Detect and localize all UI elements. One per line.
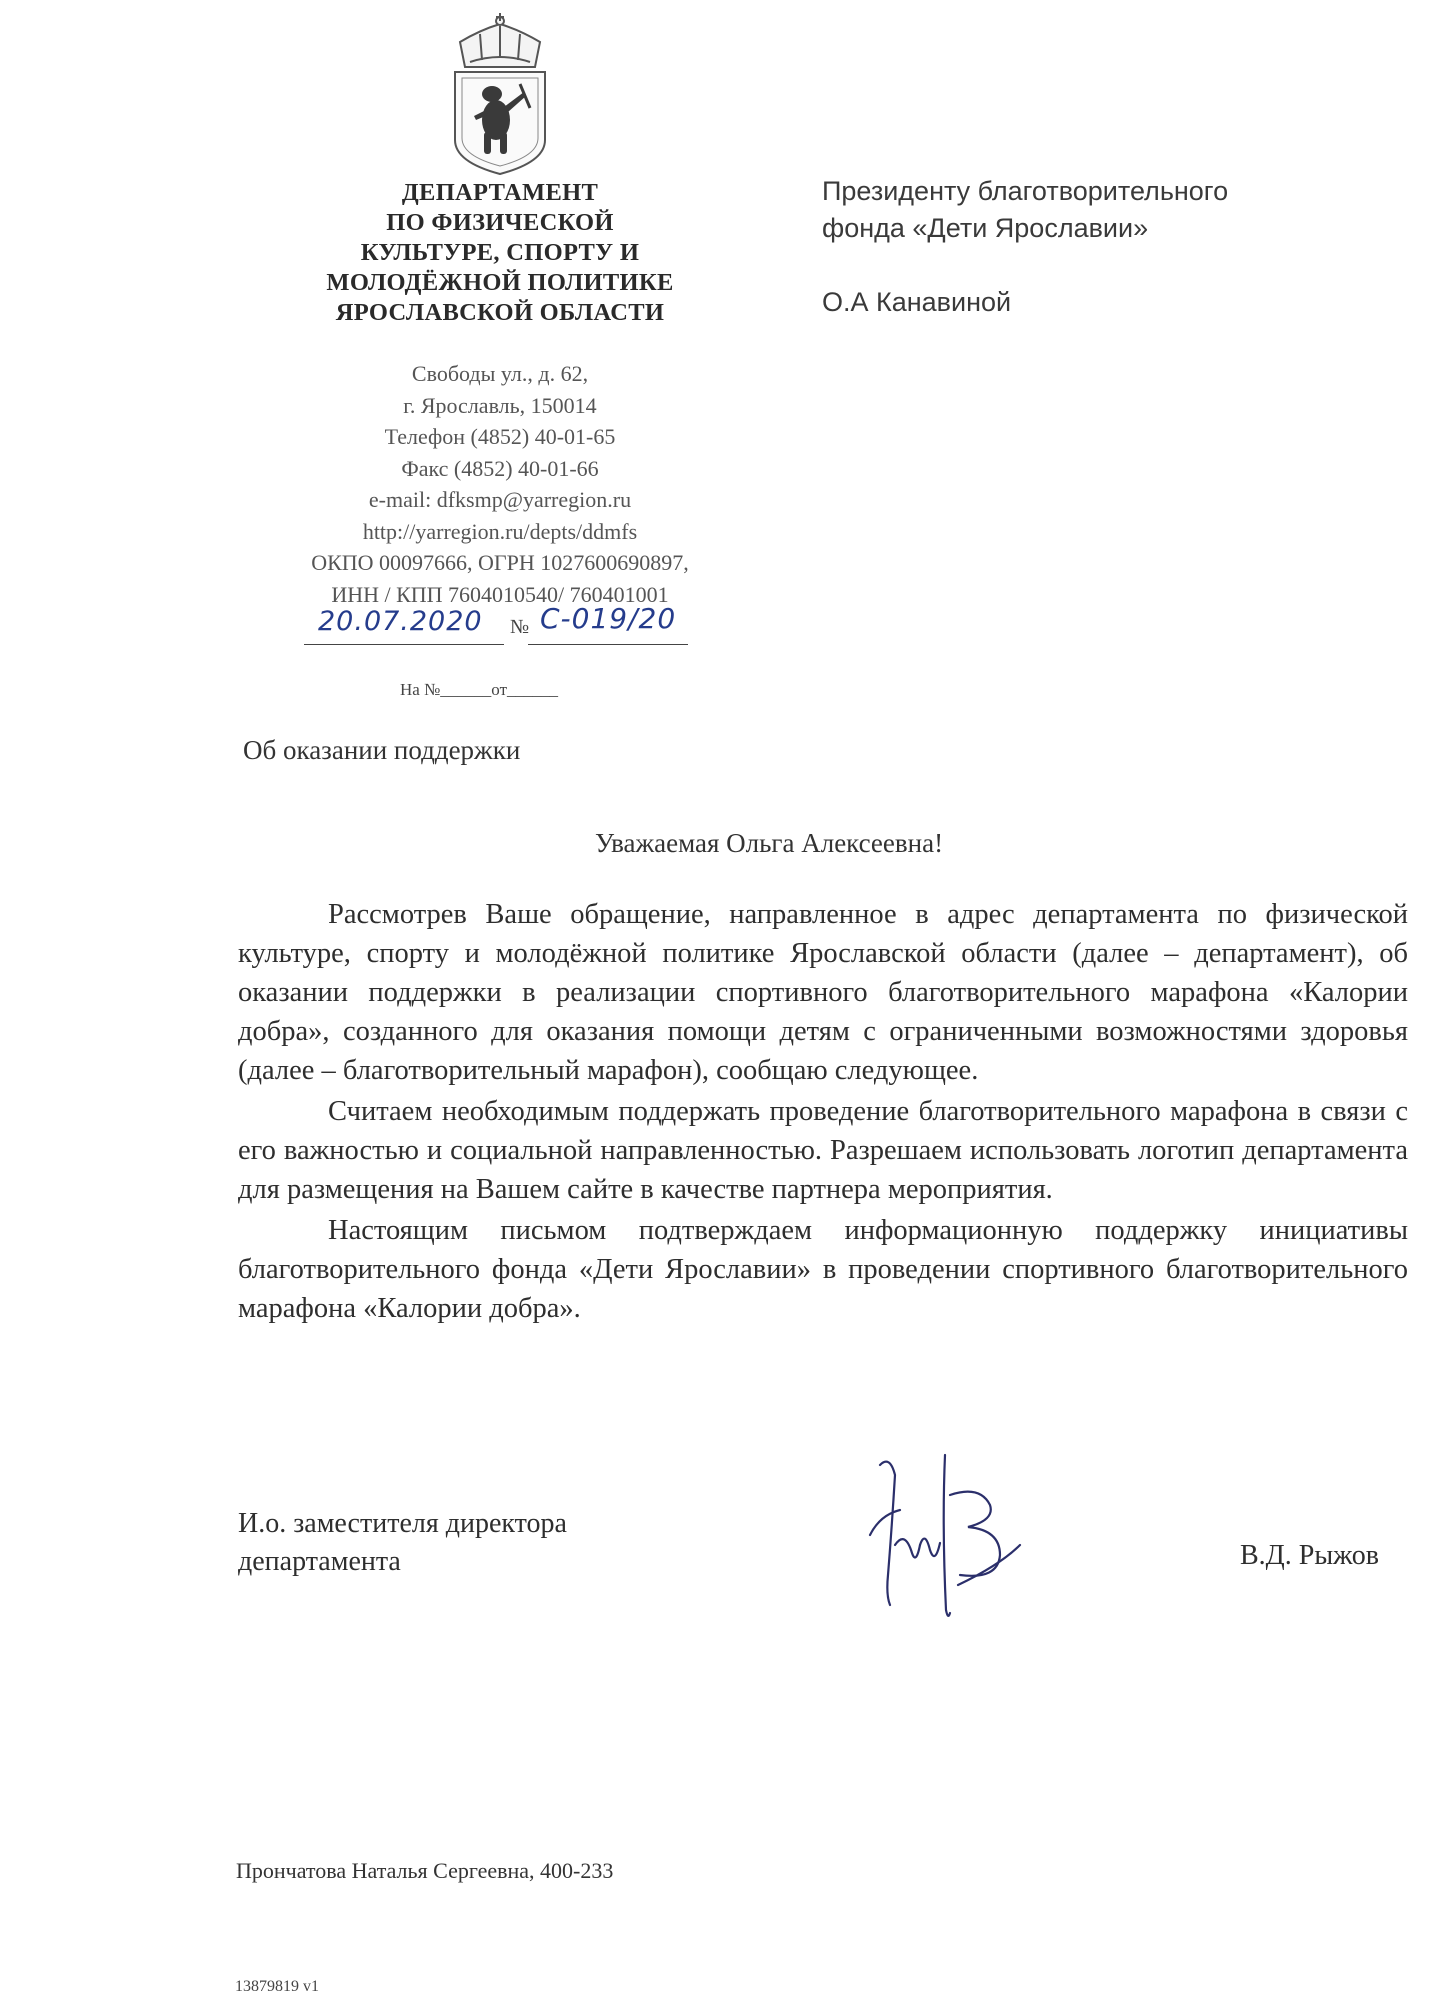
registration-line — [300, 602, 720, 654]
signatory-title-line: И.о. заместителя директора — [238, 1508, 567, 1539]
department-line: ДЕПАРТАМЕНТ — [401, 179, 599, 206]
number-underline — [528, 644, 688, 645]
executor-info: Прончатова Наталья Сергеевна, 400-233 — [236, 1858, 614, 1883]
document-id: 13879819 v1 — [235, 1978, 319, 1995]
fax: Факс (4852) 40-01-66 — [401, 455, 599, 481]
recipient-line: Президенту благотворительного — [822, 176, 1229, 206]
address-street: Свободы ул., д. 62, — [411, 361, 589, 386]
letter-body — [238, 895, 1408, 1330]
handwritten-signature — [850, 1435, 1030, 1625]
department-line: МОЛОДЁЖНОЙ ПОЛИТИКЕ — [326, 269, 674, 296]
spacer — [822, 247, 1228, 284]
website: http://yarregion.ru/depts/ddmfs — [362, 518, 638, 544]
signatory-title — [238, 1505, 567, 1581]
signatory-name: В.Д. Рыжов — [1240, 1540, 1380, 1571]
number-label: № — [510, 616, 530, 638]
department-line: КУЛЬТУРЕ, СПОРТУ И — [360, 239, 640, 266]
body-paragraph: Считаем необходимым поддержать проведение благотворительного марафона в связи с его важностью и социальной направленностью. Разрешаем использовать логотип департамента для размещения на Вашем сайте в качестве партнера мероприятия. — [238, 1096, 1408, 1205]
letter-greeting: Уважаемая Ольга Алексеевна! — [595, 828, 944, 858]
recipient-line: фонда «Дети Ярославии» — [822, 213, 1149, 243]
signatory-title-line: департамента — [238, 1546, 401, 1577]
body-paragraph: Рассмотрев Ваше обращение, направленное в адрес департамента по физической культуре, спорту и молодёжной политике Ярославской области (далее – департамент), об оказании поддержки в реализации спортивного благотворительного марафона «Калории добра», созданного для оказания помощи детям с ограниченными возможностями здоровья (далее – благотворительный марафон), сообщаю следующее. — [238, 899, 1408, 1086]
department-line: ПО ФИЗИЧЕСКОЙ — [386, 209, 614, 236]
date-underline — [304, 644, 504, 645]
letter-subject: Об оказании поддержки — [243, 735, 521, 765]
department-contacts — [240, 358, 760, 610]
recipient-block — [822, 173, 1228, 321]
okpo-ogrn: ОКПО 00097666, ОГРН 1027600690897, — [311, 550, 689, 575]
body-paragraph: Настоящим письмом подтверждаем информационную поддержку инициативы благотворительного фонда «Дети Ярославии» в проведении спортивного благотворительного марафона «Калории добра». — [238, 1215, 1408, 1324]
coat-of-arms-logo — [420, 12, 580, 177]
registration-date: 20.07.2020 — [318, 606, 483, 637]
registration-number: С-019/20 — [540, 602, 677, 635]
phone: Телефон (4852) 40-01-65 — [384, 424, 616, 449]
recipient-name: О.А Канавиной — [822, 287, 1012, 317]
email: e-mail: dfksmp@yarregion.ru — [368, 487, 632, 512]
inn-kpp: ИНН / КПП 7604010540/ 760401001 — [331, 581, 669, 607]
reference-line: На №______от______ — [400, 680, 558, 699]
department-name — [280, 178, 720, 328]
department-line: ЯРОСЛАВСКОЙ ОБЛАСТИ — [335, 299, 665, 326]
address-city: г. Ярославль, 150014 — [403, 392, 597, 418]
